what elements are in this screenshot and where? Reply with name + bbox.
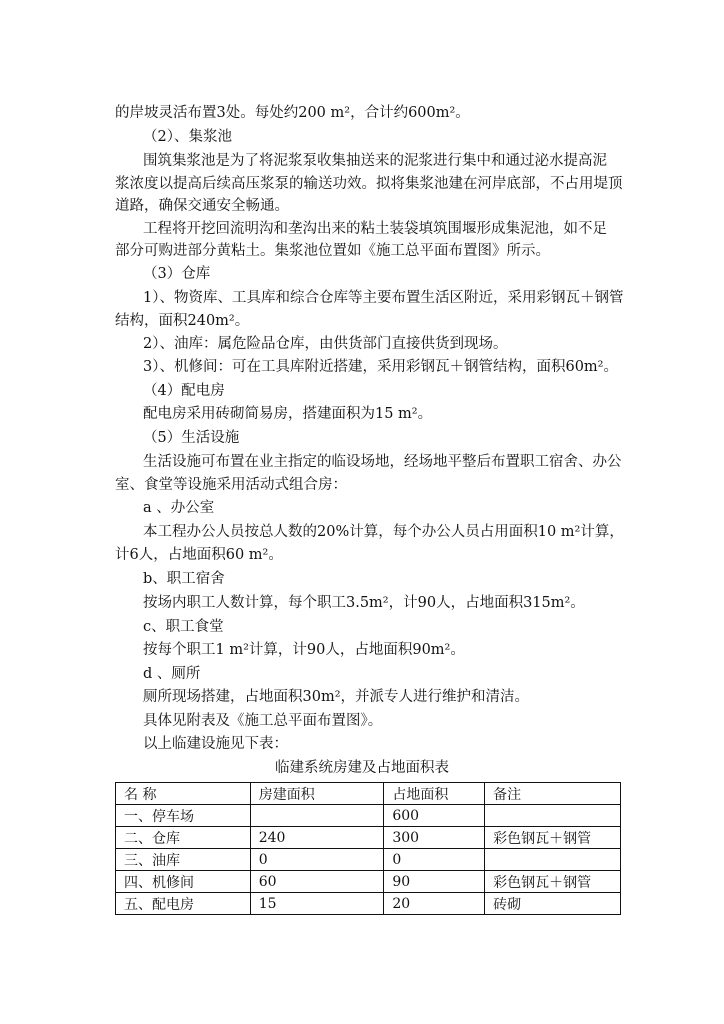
table-title: 临建系统房建及占地面积表 [275,760,449,776]
paragraph-line: 本工程办公人员按总人数的20%计算，每个办公人员占用面积10 m²计算， [143,524,624,540]
area-table [115,782,621,915]
table-row [116,827,621,849]
cell-building-area: 0 [250,849,384,871]
cell-land-area: 0 [384,849,485,871]
paragraph-line: 道路，确保交通安全畅通。 [115,198,289,214]
paragraph-line: 3）、机修间：可在工具库附近搭建，采用彩钢瓦＋钢管结构，面积60m²。 [143,359,618,375]
paragraph-line: 结构，面积240m²。 [115,313,250,329]
table-row [116,805,621,827]
cell-land-area: 600 [384,805,485,827]
paragraph-line: 按场内职工人数计算，每个职工3.5m²，计90人，占地面积315m²。 [143,595,585,611]
table-header-row [116,783,621,805]
paragraph-line: 围筑集浆池是为了将泥浆泵收集抽送来的泥浆进行集中和通过泌水提高泥 [143,153,607,169]
subsection-heading: b、职工宿舍 [143,571,225,587]
paragraph-line: 按每个职工1 m²计算，计90人，占地面积90m²。 [143,642,465,658]
cell-name: 五、配电房 [116,893,251,915]
section-heading: （5）生活设施 [143,430,240,446]
paragraph-line: 具体见附表及《施工总平面布置图》。 [143,713,383,729]
cell-land-area: 90 [384,871,485,893]
paragraph-line: 室、食堂等设施采用活动式组合房： [115,477,347,493]
cell-name: 一、停车场 [116,805,251,827]
subsection-heading: c、职工食堂 [143,619,224,635]
paragraph-line: 的岸坡灵活布置3处。每处约200 m²，合计约600m²。 [115,105,470,121]
header-remarks: 备注 [485,783,621,805]
cell-remarks: 彩色钢瓦＋钢管 [485,871,621,893]
cell-building-area: 240 [250,827,384,849]
table-row [116,893,621,915]
cell-remarks: 彩色钢瓦＋钢管 [485,827,621,849]
cell-building-area [250,805,384,827]
paragraph-line: 生活设施可布置在业主指定的临设场地，经场地平整后布置职工宿舍、办公 [143,454,622,470]
paragraph-line: 以上临建设施见下表： [143,736,288,752]
table-row [116,871,621,893]
cell-name: 四、机修间 [116,871,251,893]
cell-land-area: 300 [384,827,485,849]
paragraph-line: 厕所现场搭建，占地面积30m²，并派专人进行维护和清洁。 [143,689,530,705]
paragraph-line: 工程将开挖回流明沟和垄沟出来的粘土装袋填筑围堰形成集泥池，如不足 [143,221,607,237]
paragraph-line: 1）、物资库、工具库和综合仓库等主要布置生活区附近，采用彩钢瓦＋钢管 [143,290,624,306]
paragraph-line: 配电房采用砖砌简易房，搭建面积为15 m²。 [143,406,433,422]
section-heading: （3）仓库 [143,266,211,282]
subsection-heading: d 、厕所 [143,666,201,682]
paragraph-line: 浆浓度以提高后续高压浆泵的输送功效。拟将集浆池建在河岸底部，不占用堤顶 [115,176,623,192]
section-heading: （4）配电房 [143,383,225,399]
cell-remarks: 砖砌 [485,893,621,915]
section-heading: （2）、集浆池 [143,129,232,145]
cell-name: 三、油库 [116,849,251,871]
paragraph-line: 2）、油库：属危险品仓库，由供货部门直接供货到现场。 [143,336,508,352]
paragraph-line: 部分可购进部分黄粘土。集浆池位置如《施工总平面布置图》所示。 [115,243,550,259]
cell-building-area: 60 [250,871,384,893]
subsection-heading: a 、办公室 [143,500,215,516]
header-name: 名 称 [116,783,251,805]
paragraph-line: 计6人，占地面积60 m²。 [115,547,283,563]
cell-remarks [485,805,621,827]
cell-name: 二、仓库 [116,827,251,849]
cell-building-area: 15 [250,893,384,915]
cell-remarks [485,849,621,871]
cell-land-area: 20 [384,893,485,915]
table-row [116,849,621,871]
header-land-area: 占地面积 [384,783,485,805]
header-building-area: 房建面积 [250,783,384,805]
